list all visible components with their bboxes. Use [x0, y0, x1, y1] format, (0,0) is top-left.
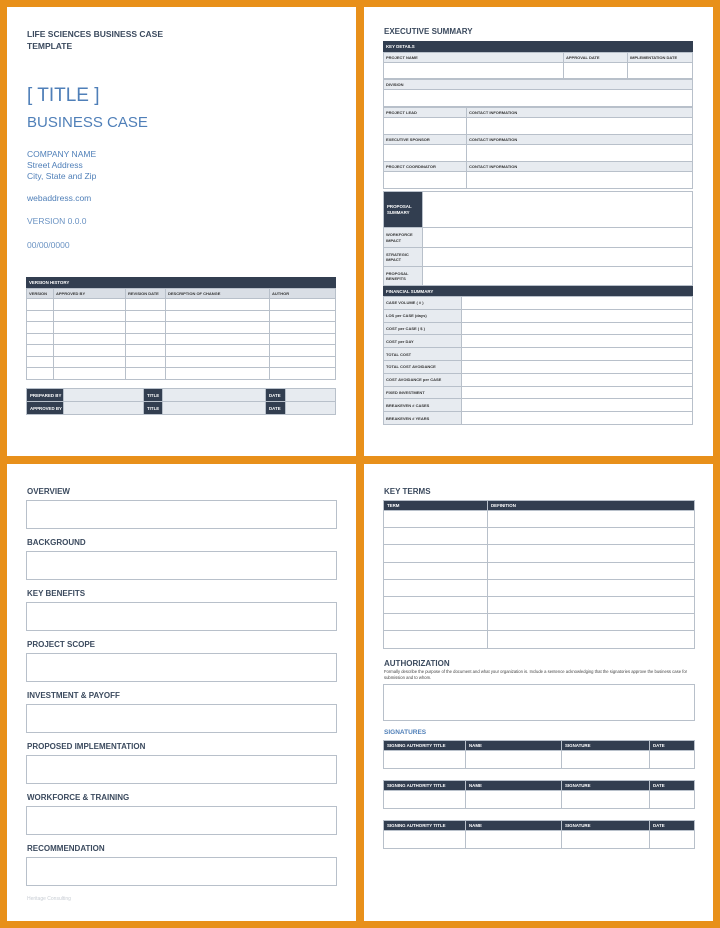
- key-terms-heading: KEY TERMS: [384, 487, 431, 496]
- definition-cell[interactable]: [488, 511, 695, 528]
- signature-cell[interactable]: [562, 791, 650, 809]
- version-history-header: VERSION HISTORY: [26, 277, 336, 288]
- version-history-cell[interactable]: [27, 333, 54, 345]
- executive-sponsor-label: EXECUTIVE SPONSOR: [384, 135, 467, 145]
- company-block: [27, 149, 96, 182]
- version-history-cell[interactable]: [166, 345, 270, 357]
- financial-label: BREAKEVEN # YEARS: [384, 412, 462, 425]
- definition-cell[interactable]: [488, 614, 695, 631]
- signature-cell[interactable]: [466, 831, 562, 849]
- signing-authority-header: SIGNING AUTHORITY TITLE: [384, 821, 466, 831]
- approved-by-label: APPROVED BY: [27, 402, 64, 415]
- term-row: [384, 545, 695, 562]
- date-header: DATE: [650, 741, 695, 751]
- version-history-row: [27, 322, 336, 334]
- version-history-row: [27, 356, 336, 368]
- template-title-line1: LIFE SCIENCES BUSINESS CASE: [27, 29, 164, 39]
- term-cell[interactable]: [384, 511, 488, 528]
- section-text-box[interactable]: [26, 653, 337, 682]
- section-text-box[interactable]: [26, 755, 337, 784]
- prepared-date-value[interactable]: [286, 389, 336, 402]
- signing-authority-header: SIGNING AUTHORITY TITLE: [384, 741, 466, 751]
- section-title: WORKFORCE & TRAINING: [27, 793, 130, 802]
- date-label: 00/00/0000: [27, 240, 70, 250]
- financial-row: [384, 373, 693, 386]
- version-history-cell[interactable]: [27, 322, 54, 334]
- division-label: DIVISION: [384, 80, 693, 90]
- project-name-row: [384, 53, 693, 63]
- version-history-cell[interactable]: [54, 299, 126, 311]
- version-history-cell[interactable]: [126, 356, 166, 368]
- prepared-by-row: [27, 389, 336, 402]
- version-history-cell[interactable]: [166, 299, 270, 311]
- definition-cell[interactable]: [488, 545, 695, 562]
- col-author: AUTHOR: [270, 289, 336, 299]
- signing-authority-header: SIGNING AUTHORITY TITLE: [384, 781, 466, 791]
- financial-value[interactable]: [462, 373, 693, 386]
- financial-label: COST AVOIDANCE per CASE: [384, 373, 462, 386]
- company-name: COMPANY NAME: [27, 149, 97, 159]
- section-title: RECOMMENDATION: [27, 844, 105, 853]
- term-cell[interactable]: [384, 562, 488, 579]
- definition-cell[interactable]: [488, 562, 695, 579]
- version-history-cell[interactable]: [166, 356, 270, 368]
- project-lead-label: PROJECT LEAD: [384, 108, 467, 118]
- version-history-cell[interactable]: [270, 310, 336, 322]
- signature-cell[interactable]: [650, 831, 695, 849]
- version-history-cell[interactable]: [54, 310, 126, 322]
- col-description: DESCRIPTION OF CHANGE: [166, 289, 270, 299]
- date-header: DATE: [650, 781, 695, 791]
- version-history-row: [27, 345, 336, 357]
- term-cell[interactable]: [384, 596, 488, 613]
- authorization-text: Formally describe the purpose of the document and what your organization is. Include a sentence acknowledging that the signatories approve the business case for submission and to whom.: [384, 669, 688, 680]
- financial-label: CASE VOLUME ( # ): [384, 297, 462, 310]
- section-text-box[interactable]: [26, 704, 337, 733]
- term-row: [384, 511, 695, 528]
- financial-label: LOS per CASE (days): [384, 309, 462, 322]
- version-history-cell[interactable]: [54, 333, 126, 345]
- page-terms-authorization: [364, 464, 713, 921]
- section-text-box[interactable]: [26, 857, 337, 886]
- definition-cell[interactable]: [488, 596, 695, 613]
- division-value[interactable]: [384, 90, 693, 107]
- section-title: BACKGROUND: [27, 538, 86, 547]
- section-text-box[interactable]: [26, 806, 337, 835]
- financial-summary-header: FINANCIAL SUMMARY: [383, 286, 693, 296]
- strategic-impact-label: STRATEGIC IMPACT: [384, 248, 423, 267]
- term-row: [384, 596, 695, 613]
- section-title: PROJECT SCOPE: [27, 640, 96, 649]
- financial-row: [384, 297, 693, 310]
- proposal-table: [383, 191, 693, 425]
- financial-value[interactable]: [462, 335, 693, 348]
- proposal-benefits-label: PROPOSAL BENEFITS: [384, 267, 423, 286]
- signature-table: [383, 820, 695, 849]
- financial-value[interactable]: [462, 348, 693, 361]
- workforce-impact-label: WORKFORCE IMPACT: [384, 228, 423, 248]
- financial-label: TOTAL COST AVOIDANCE: [384, 360, 462, 373]
- signature-cell[interactable]: [384, 791, 466, 809]
- signature-header: SIGNATURE: [562, 781, 650, 791]
- project-name-label: PROJECT NAME: [384, 53, 564, 63]
- section-title: KEY BENEFITS: [27, 589, 86, 598]
- version-history-cell[interactable]: [27, 299, 54, 311]
- col-approved-by: APPROVED BY: [54, 289, 126, 299]
- term-row: [384, 631, 695, 648]
- financial-label: COST per DAY: [384, 335, 462, 348]
- project-coordinator-label: PROJECT COORDINATOR: [384, 162, 467, 172]
- financial-value[interactable]: [462, 386, 693, 399]
- term-cell[interactable]: [384, 614, 488, 631]
- version-history-cell[interactable]: [126, 299, 166, 311]
- signature-cell[interactable]: [466, 751, 562, 769]
- financial-row: [384, 360, 693, 373]
- term-cell[interactable]: [384, 631, 488, 648]
- project-coordinator-contact-value[interactable]: [467, 172, 693, 189]
- section-text-box[interactable]: [26, 551, 337, 580]
- signature-cell[interactable]: [384, 831, 466, 849]
- project-name-value[interactable]: [384, 63, 564, 79]
- section-text-box[interactable]: [26, 500, 337, 529]
- approved-date-label: DATE: [266, 402, 286, 415]
- financial-value[interactable]: [462, 412, 693, 425]
- version-history-cell[interactable]: [126, 322, 166, 334]
- street-address: Street Address: [27, 160, 83, 170]
- version-history-cell[interactable]: [270, 356, 336, 368]
- version-history-cell[interactable]: [54, 356, 126, 368]
- signature-cell[interactable]: [650, 751, 695, 769]
- proposal-benefits-value[interactable]: [423, 267, 693, 286]
- version-history-cell[interactable]: [54, 322, 126, 334]
- approved-title-label: TITLE: [144, 402, 163, 415]
- page-executive-summary: [364, 7, 713, 456]
- signature-header: SIGNATURE: [562, 821, 650, 831]
- strategic-impact-value[interactable]: [423, 248, 693, 267]
- version-history-cell[interactable]: [270, 333, 336, 345]
- signature-header: SIGNATURE: [562, 741, 650, 751]
- authorization-heading: AUTHORIZATION: [384, 659, 450, 668]
- key-terms-table: [383, 500, 695, 649]
- proposal-summary-value[interactable]: [423, 192, 693, 228]
- prepared-by-value[interactable]: [64, 389, 144, 402]
- version-history-cell[interactable]: [270, 322, 336, 334]
- definition-header: DEFINITION: [488, 501, 695, 511]
- version-history-row: [27, 299, 336, 311]
- financial-row: [384, 322, 693, 335]
- version-history-row: [27, 310, 336, 322]
- implementation-date-value[interactable]: [628, 63, 693, 79]
- col-revision-date: REVISION DATE: [126, 289, 166, 299]
- term-row: [384, 579, 695, 596]
- financial-label: COST per CASE ( $ ): [384, 322, 462, 335]
- version-history-cell[interactable]: [126, 333, 166, 345]
- version-history-cell[interactable]: [270, 368, 336, 380]
- signature-cell[interactable]: [466, 791, 562, 809]
- section-title: INVESTMENT & PAYOFF: [27, 691, 120, 700]
- version-history-cell[interactable]: [27, 345, 54, 357]
- version-history-cell[interactable]: [166, 368, 270, 380]
- version-history-cell[interactable]: [27, 356, 54, 368]
- financial-row: [384, 399, 693, 412]
- version-history-grid: [26, 288, 336, 380]
- approval-date-value[interactable]: [564, 63, 628, 79]
- financial-value[interactable]: [462, 399, 693, 412]
- prepared-title-value[interactable]: [163, 389, 266, 402]
- section-title: OVERVIEW: [27, 487, 70, 496]
- financial-label: TOTAL COST: [384, 348, 462, 361]
- implementation-date-label: IMPLEMENTATION DATE: [628, 53, 693, 63]
- financial-label: BREAKEVEN # CASES: [384, 399, 462, 412]
- version-history-columns: [27, 289, 336, 299]
- executive-sponsor-contact-value[interactable]: [467, 145, 693, 162]
- prepared-title-label: TITLE: [144, 389, 163, 402]
- term-cell[interactable]: [384, 579, 488, 596]
- version-history-cell[interactable]: [126, 368, 166, 380]
- name-header: NAME: [466, 821, 562, 831]
- name-header: NAME: [466, 781, 562, 791]
- financial-row: [384, 412, 693, 425]
- approval-date-label: APPROVAL DATE: [564, 53, 628, 63]
- term-row: [384, 562, 695, 579]
- executive-sponsor-value[interactable]: [384, 145, 467, 162]
- version-history-cell[interactable]: [270, 299, 336, 311]
- version-history-row: [27, 333, 336, 345]
- definition-cell[interactable]: [488, 528, 695, 545]
- version-history-cell[interactable]: [270, 345, 336, 357]
- project-lead-contact-label: CONTACT INFORMATION: [467, 108, 693, 118]
- financial-label: FIXED INVESTMENT: [384, 386, 462, 399]
- project-coordinator-value[interactable]: [384, 172, 467, 189]
- key-details-table: [383, 41, 693, 189]
- page-sections: [7, 464, 356, 921]
- financial-row: [384, 348, 693, 361]
- date-header: DATE: [650, 821, 695, 831]
- executive-summary-heading: EXECUTIVE SUMMARY: [384, 27, 473, 36]
- page-cover: [7, 7, 356, 456]
- definition-cell[interactable]: [488, 631, 695, 648]
- proposal-summary-label: PROPOSAL SUMMARY: [384, 192, 423, 228]
- template-title: [27, 28, 163, 52]
- signatures-heading: SIGNATURES: [384, 729, 427, 736]
- version-label: VERSION 0.0.0: [27, 216, 87, 226]
- col-version: VERSION: [27, 289, 54, 299]
- project-lead-contact-value[interactable]: [467, 118, 693, 135]
- signature-cell[interactable]: [384, 751, 466, 769]
- version-history-cell[interactable]: [27, 368, 54, 380]
- version-history-cell[interactable]: [126, 310, 166, 322]
- project-coordinator-contact-label: CONTACT INFORMATION: [467, 162, 693, 172]
- term-row: [384, 528, 695, 545]
- version-history-row: [27, 368, 336, 380]
- section-text-box[interactable]: [26, 602, 337, 631]
- city-state-zip: City, State and Zip: [27, 171, 97, 181]
- version-history-cell[interactable]: [166, 322, 270, 334]
- term-cell[interactable]: [384, 528, 488, 545]
- definition-cell[interactable]: [488, 579, 695, 596]
- version-history-cell[interactable]: [166, 310, 270, 322]
- financial-row: [384, 335, 693, 348]
- doc-title: [ TITLE ]: [27, 85, 100, 106]
- financial-value[interactable]: [462, 309, 693, 322]
- prepared-date-label: DATE: [266, 389, 286, 402]
- term-row: [384, 614, 695, 631]
- template-title-line2: TEMPLATE: [27, 41, 73, 51]
- footer-watermark: Heritage Consulting: [27, 896, 71, 902]
- financial-value[interactable]: [462, 322, 693, 335]
- web-address: webaddress.com: [27, 193, 92, 203]
- financial-row: [384, 386, 693, 399]
- version-history-cell[interactable]: [54, 368, 126, 380]
- name-header: NAME: [466, 741, 562, 751]
- version-history-cell[interactable]: [27, 310, 54, 322]
- workforce-impact-value[interactable]: [423, 228, 693, 248]
- executive-sponsor-contact-label: CONTACT INFORMATION: [467, 135, 693, 145]
- version-history-cell[interactable]: [54, 345, 126, 357]
- signature-cell[interactable]: [562, 831, 650, 849]
- financial-value[interactable]: [462, 297, 693, 310]
- approved-by-value[interactable]: [64, 402, 144, 415]
- version-history-table: [26, 277, 336, 380]
- doc-subtitle: BUSINESS CASE: [27, 114, 148, 131]
- approved-by-row: [27, 402, 336, 415]
- prepared-by-label: PREPARED BY: [27, 389, 64, 402]
- term-cell[interactable]: [384, 545, 488, 562]
- financial-value[interactable]: [462, 360, 693, 373]
- approved-date-value[interactable]: [286, 402, 336, 415]
- signature-table: [383, 740, 695, 769]
- signature-cell[interactable]: [562, 751, 650, 769]
- approved-title-value[interactable]: [163, 402, 266, 415]
- term-header: TERM: [384, 501, 488, 511]
- key-details-header: KEY DETAILS: [383, 41, 693, 52]
- version-history-cell[interactable]: [126, 345, 166, 357]
- project-lead-value[interactable]: [384, 118, 467, 135]
- section-title: PROPOSED IMPLEMENTATION: [27, 742, 146, 751]
- signature-table: [383, 780, 695, 809]
- authorization-box[interactable]: [383, 684, 695, 721]
- approval-block: [26, 388, 336, 415]
- financial-row: [384, 309, 693, 322]
- signature-cell[interactable]: [650, 791, 695, 809]
- version-history-cell[interactable]: [166, 333, 270, 345]
